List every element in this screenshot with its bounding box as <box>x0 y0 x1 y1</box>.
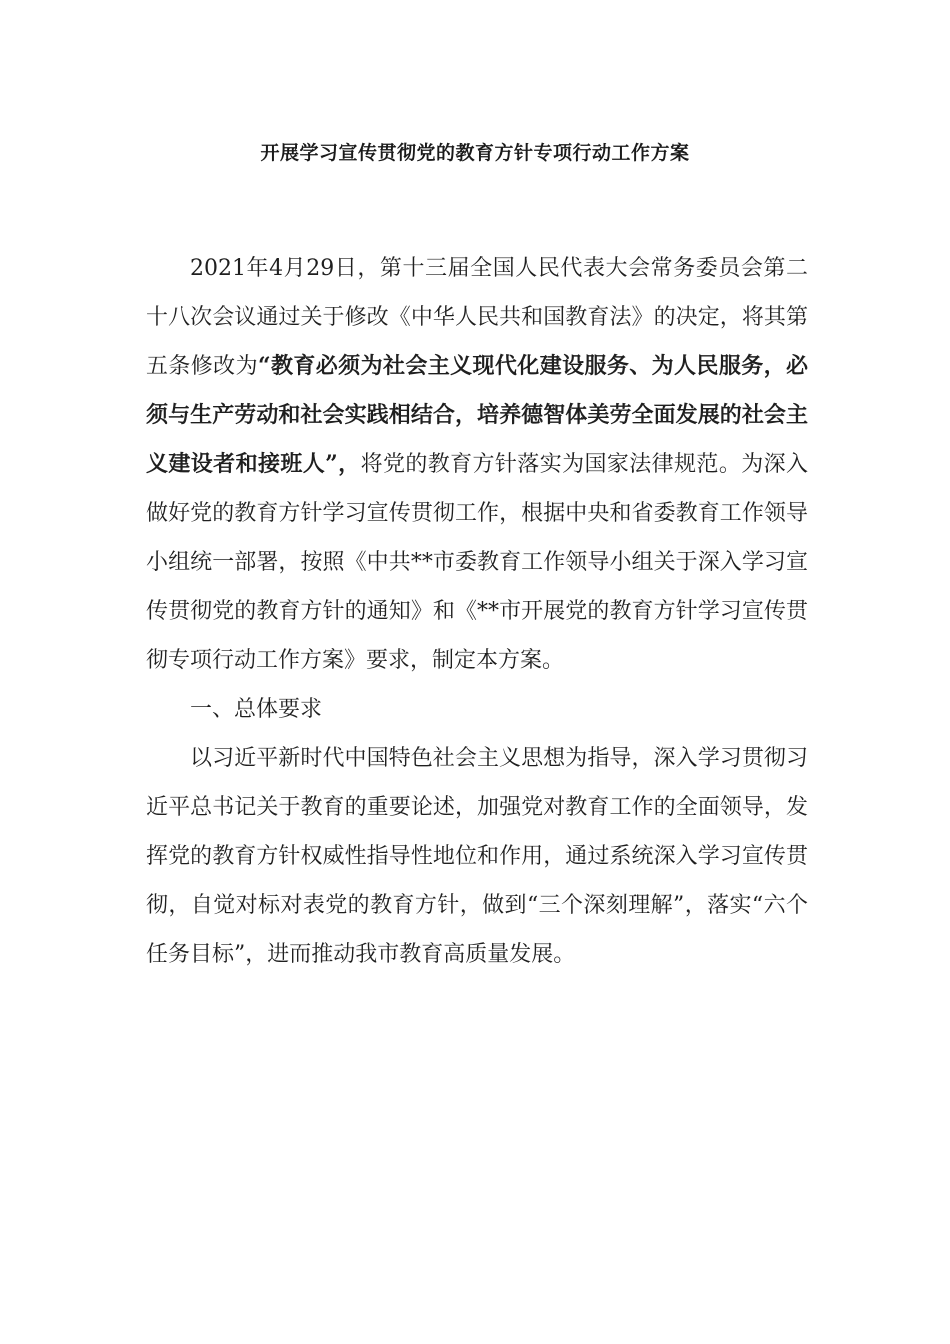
paragraph-intro <box>146 244 808 685</box>
paragraph-intro-continuation: 将党的教育方针落实为国家法律规范。为深入做好党的教育方针学习宣传贯彻工作，根据中央和省委教育工作领导小组统一部署，按照《中共**市委教育工作领导小组关于深入学习宣传贯彻党的教育方针的通知》和《**市开展党的教育方针学习宣传贯彻专项行动工作方案》要求，制定本方案。 <box>146 452 808 673</box>
document-title: 开展学习宣传贯彻党的教育方针专项行动工作方案 <box>260 142 690 164</box>
paragraph-intro-text: 2021年4月29日，第十三届全国人民代表大会常务委员会第二十八次会议通过关于修改《中华人民共和国教育法》的决定，将其第五条修改为 <box>146 256 808 379</box>
section-heading-general-requirements: 一、总体要求 <box>190 697 323 722</box>
document-body <box>146 244 808 979</box>
education-policy-quote: “教育必须为社会主义现代化建设服务、为人民服务，必须与生产劳动和社会实践相结合，培养德智体美劳全面发展的社会主义建设者和接班人”， <box>146 353 808 477</box>
paragraph-general-requirements: 以习近平新时代中国特色社会主义思想为指导，深入学习贯彻习近平总书记关于教育的重要论述，加强党对教育工作的全面领导，发挥党的教育方针权威性指导性地位和作用，通过系统深入学习宣传贯彻，自觉对标对表党的教育方针，做到“三个深刻理解”，落实“六个任务目标”，进而推动我市教育高质量发展。 <box>146 746 808 967</box>
